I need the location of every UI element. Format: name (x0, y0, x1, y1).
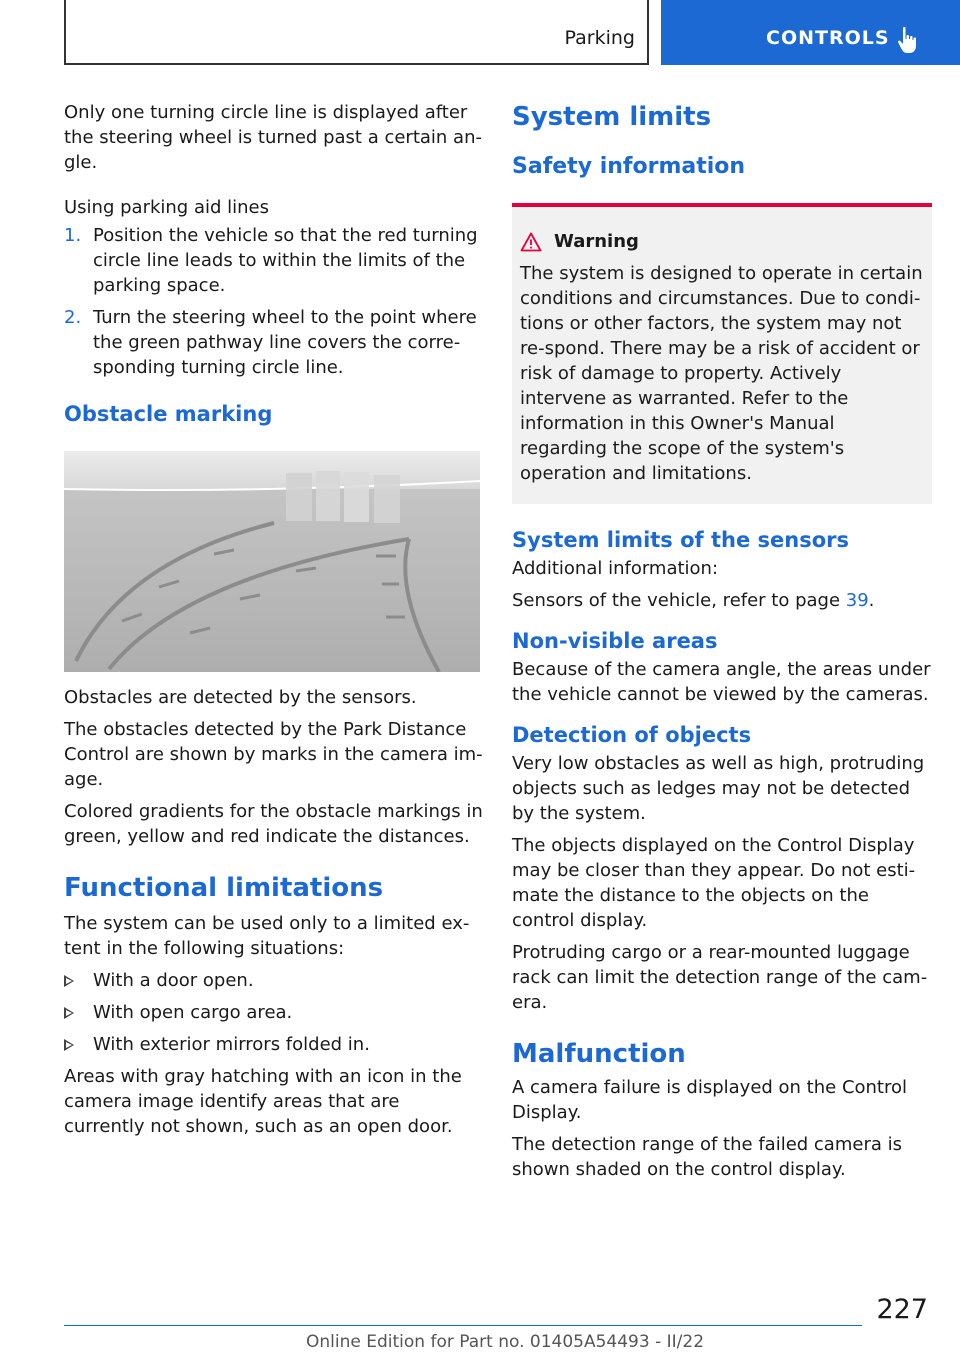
malfunction-heading: Malfunction (512, 1039, 686, 1069)
edition-text: Online Edition for Part no. 01405A54493 - II/22 (306, 1332, 705, 1352)
functional-intro: The system can be used only to a limited ex-tent in the following situations: (64, 913, 470, 959)
detection-text-1: Very low obstacles as well as high, protruding objects such as ledges may not be detected by the system. (512, 753, 925, 824)
step-number: 2. (64, 307, 82, 328)
header-section-box (64, 0, 649, 65)
pointing-hand-icon (897, 26, 921, 54)
camera-image (64, 451, 480, 672)
header-section-title: Parking (564, 27, 635, 49)
bullet-triangle-icon (64, 1039, 74, 1051)
sensors-text-prefix: Sensors of the vehicle, refer to page (512, 590, 846, 611)
warning-text: The system is designed to operate in certain conditions and circumstances. Due to condi-tions or other factors, the system may not re-spond. There may be a risk of accident or risk of damage to property. Actively intervene as warranted. Refer to the information in this Owner's Manual regarding the scope of the system's operation and limitations. (520, 263, 923, 484)
step-text: Position the vehicle so that the red turning circle line leads to within the limits of the parking space. (93, 225, 478, 296)
malfunction-text-1: A camera failure is displayed on the Control Display. (512, 1077, 908, 1123)
obstacle-text-1: Obstacles are detected by the sensors. (64, 687, 417, 708)
warning-box (512, 203, 932, 504)
non-visible-areas-heading: Non-visible areas (512, 629, 718, 653)
page-reference-link[interactable]: 39 (845, 590, 869, 611)
obstacle-text-2: The obstacles detected by the Park Distance Control are shown by marks in the camera im-age. (64, 719, 483, 790)
bullet-triangle-icon (64, 975, 74, 987)
detection-text-3: Protruding cargo or a rear-mounted luggage rack can limit the detection range of the cam-era. (512, 942, 928, 1013)
footer-divider (64, 1325, 862, 1326)
sensors-limits-heading: System limits of the sensors (512, 528, 850, 552)
detection-text-2: The objects displayed on the Control Display may be closer than they appear. Do not esti-mate the distance to the objects on the control display. (512, 835, 916, 931)
obstacle-marking-heading: Obstacle marking (64, 402, 273, 426)
warning-triangle-icon (520, 232, 542, 252)
right-column (512, 100, 932, 1189)
sensors-text-2 (512, 588, 932, 613)
header-chapter-box[interactable] (661, 0, 960, 65)
system-limits-heading: System limits (512, 102, 712, 132)
left-column (64, 100, 484, 1146)
list-item (64, 1032, 484, 1057)
bullet-text: With exterior mirrors folded in. (93, 1034, 370, 1055)
list-item (64, 223, 484, 298)
list-item (64, 968, 484, 993)
header-chapter-title: CONTROLS (766, 27, 890, 49)
steps-list (64, 223, 484, 380)
functional-hatching-text: Areas with gray hatching with an icon in the camera image identify areas that are currently not shown, such as an open door. (64, 1066, 462, 1137)
step-number: 1. (64, 225, 82, 246)
functional-limitations-heading: Functional limitations (64, 873, 384, 903)
using-lines-title: Using parking aid lines (64, 197, 269, 218)
non-visible-text: Because of the camera angle, the areas under the vehicle cannot be viewed by the cameras. (512, 659, 931, 705)
bullet-text: With open cargo area. (93, 1002, 293, 1023)
list-item (64, 1000, 484, 1025)
safety-information-heading: Safety information (512, 154, 746, 179)
detection-heading: Detection of objects (512, 723, 752, 747)
list-item (64, 305, 484, 380)
step-text: Turn the steering wheel to the point where the green pathway line covers the corre-sponding turning circle line. (93, 307, 477, 378)
sensors-text-1: Additional information: (512, 558, 719, 579)
obstacle-text-3: Colored gradients for the obstacle markings in green, yellow and red indicate the distances. (64, 801, 483, 847)
bullet-text: With a door open. (93, 970, 254, 991)
warning-title-row (520, 229, 924, 254)
bullet-triangle-icon (64, 1007, 74, 1019)
intro-text: Only one turning circle line is displayed after the steering wheel is turned past a certain an-gle. (64, 102, 482, 173)
limitations-list (64, 968, 484, 1057)
sensors-text-suffix: . (868, 590, 875, 611)
warning-title: Warning (554, 231, 639, 252)
malfunction-text-2: The detection range of the failed camera is shown shaded on the control display. (512, 1134, 902, 1180)
page-number: 227 (876, 1294, 928, 1325)
